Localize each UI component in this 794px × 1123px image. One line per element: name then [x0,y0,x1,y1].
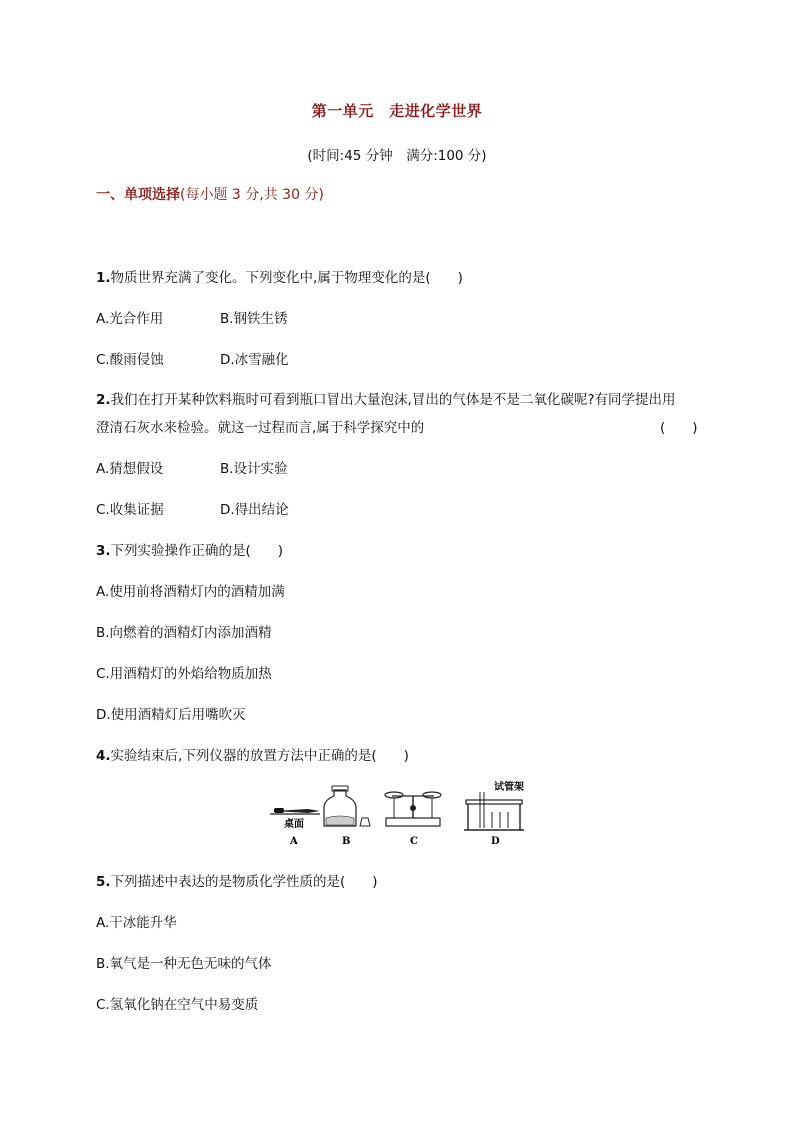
reagent-bottle-illustration [324,786,370,826]
question-text: 下列描述中表达的是物质化学性质的是( ) [110,874,378,890]
exam-info: (时间:45 分钟 满分:100 分) [307,148,487,164]
dropper-on-desk-illustration [270,808,320,830]
question-text: 下列实验操作正确的是( ) [110,543,284,559]
figure-label-a: A [290,836,298,847]
question-1-option-b: B.钢铁生锈 [220,311,288,327]
question-1-option-d: D.冰雪融化 [220,352,289,368]
question-3-option-d: D.使用酒精灯后用嘴吹灭 [96,707,246,723]
question-text: 实验结束后,下列仪器的放置方法中正确的是( ) [110,748,409,764]
question-2-stem-line1 [96,388,676,408]
question-1-stem [96,266,463,286]
lab-apparatus-figure [268,778,528,850]
rack-label: 试管架 [494,782,524,793]
question-3-stem [96,539,283,559]
answer-parenthesis: ( ) [660,420,698,436]
question-2-option-c: C.收集证据 [96,502,164,518]
question-2-option-a: A.猜想假设 [96,461,164,477]
question-2-option-d: D.得出结论 [220,502,289,518]
question-number: 1. [96,270,111,286]
question-1-option-c: C.酸雨侵蚀 [96,352,164,368]
balance-illustration [385,792,441,826]
question-2-option-b: B.设计实验 [220,461,288,477]
question-3-option-b: B.向燃着的酒精灯内添加酒精 [96,625,272,641]
question-5-option-b: B.氧气是一种无色无味的气体 [96,956,272,972]
section-points: (每小题 3 分,共 30 分) [180,187,324,203]
question-5-option-c: C.氢氧化钠在空气中易变质 [96,997,259,1013]
section-heading [96,184,324,204]
desk-label: 桌面 [284,819,304,830]
question-text: 物质世界充满了变化。下列变化中,属于物理变化的是( ) [110,270,463,286]
question-3-option-a: A.使用前将酒精灯内的酒精加满 [96,584,285,600]
question-number: 4. [96,748,111,764]
question-3-option-c: C.用酒精灯的外焰给物质加热 [96,666,272,682]
question-1-option-a: A.光合作用 [96,311,164,327]
question-text: 我们在打开某种饮料瓶时可看到瓶口冒出大量泡沫,冒出的气体是不是二氧化碳呢?有同学提出用 [110,392,676,408]
figure-label-d: D [491,836,500,847]
question-2-stem-line2: 澄清石灰水来检验。就这一过程而言,属于科学探究中的 [96,420,425,436]
question-number: 5. [96,874,111,890]
question-5-stem [96,870,378,890]
test-tube-rack-illustration [464,780,524,830]
figure-label-b: B [342,836,351,847]
figure-label-c: C [410,836,418,847]
question-5-option-a: A.干冰能升华 [96,915,177,931]
section-title: 一、单项选择 [96,187,180,203]
question-number: 2. [96,392,111,408]
unit-title: 第一单元 走进化学世界 [311,102,483,120]
question-4-stem [96,744,409,764]
question-number: 3. [96,543,111,559]
